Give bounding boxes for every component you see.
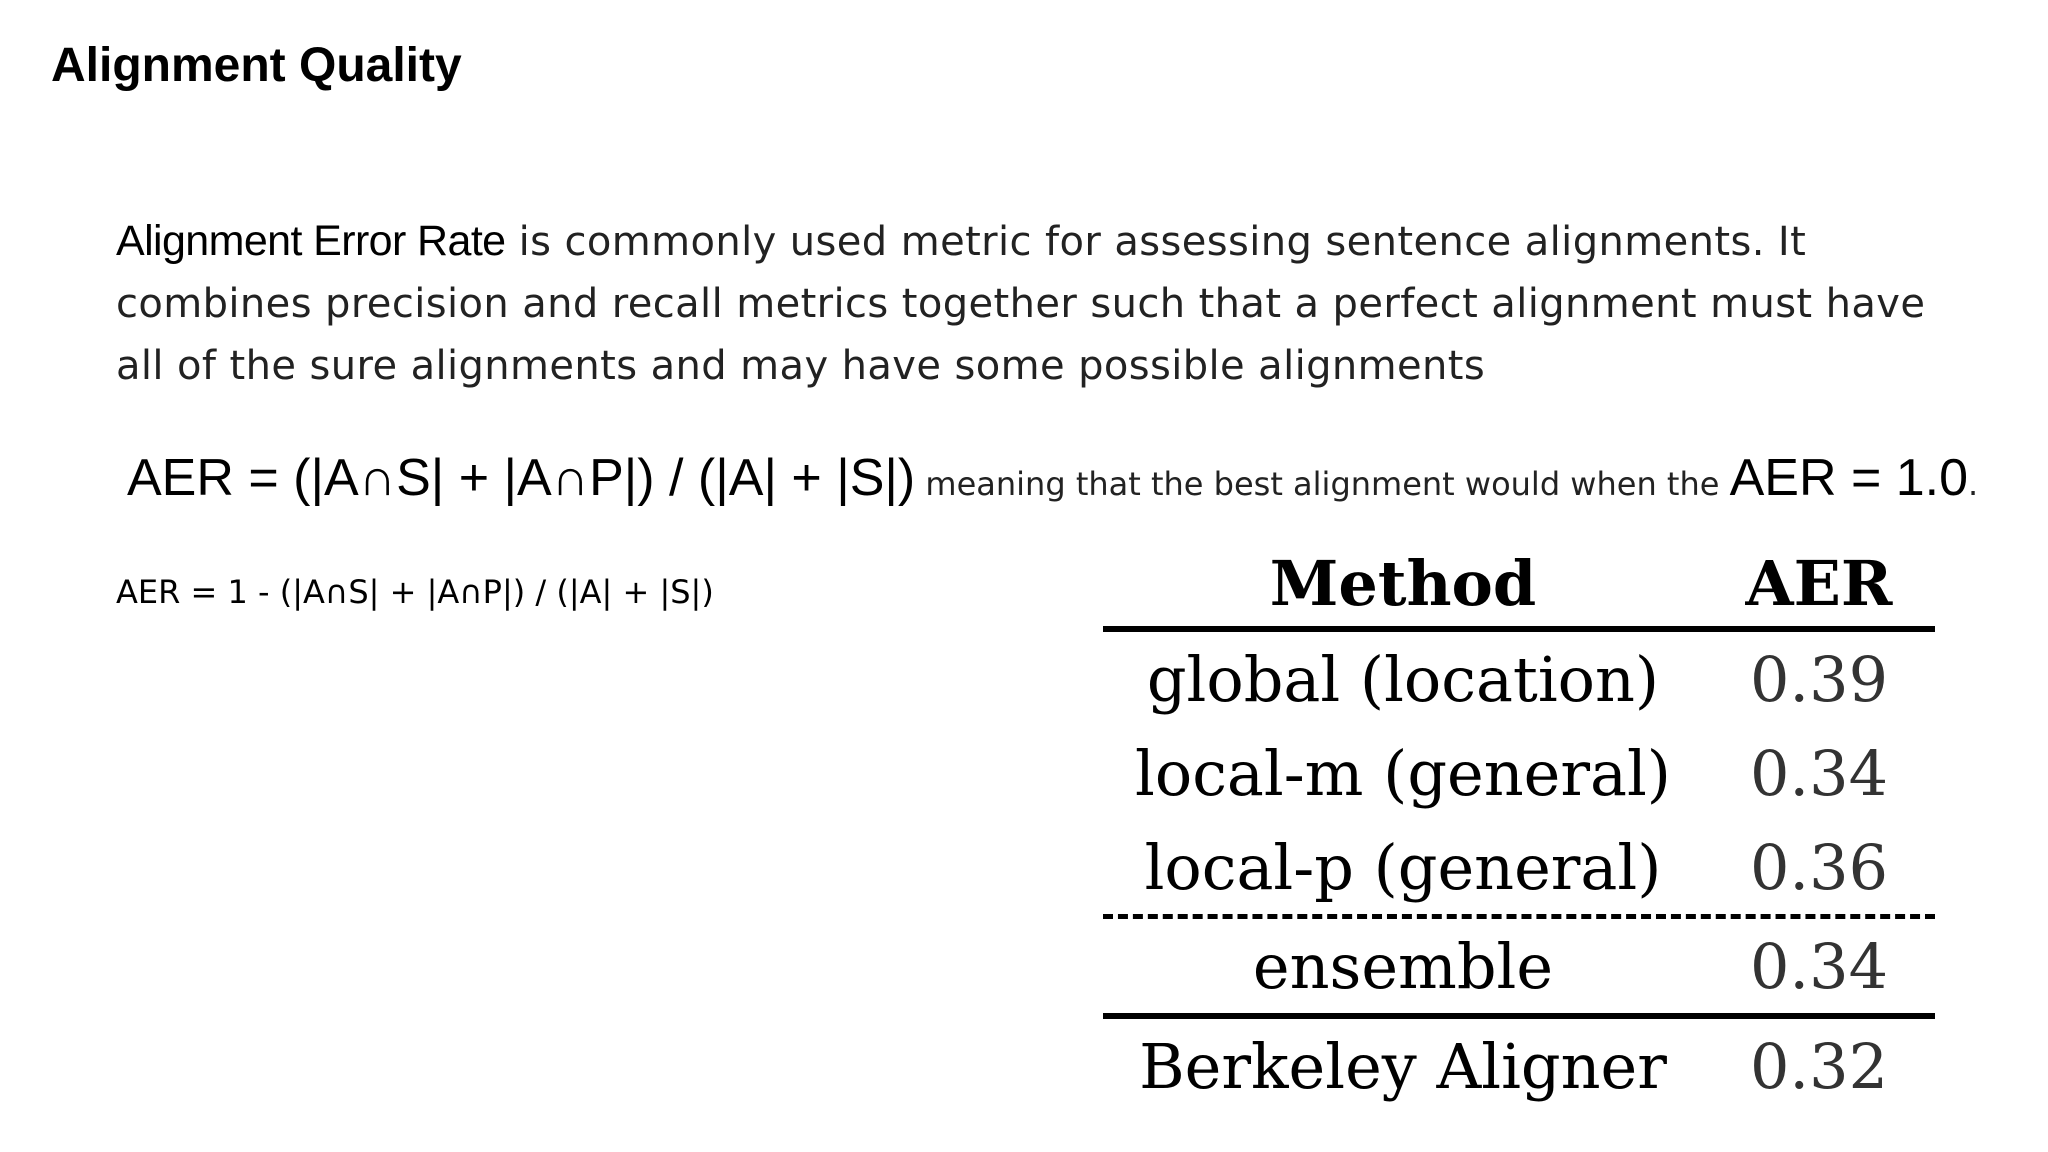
aer-best-value: AER = 1.0 [1729,449,1969,507]
intro-line-2: combines precision and recall metrics together such that a perfect alignment must have [116,281,1926,327]
aer-formula-line [127,448,1978,508]
aer-formula-alternative: AER = 1 - (|A∩S| + |A∩P|) / (|A| + |S|) [116,573,714,611]
method-cell: local-p (general) [1144,830,1662,904]
method-column-header: Method [1269,546,1537,620]
aer-formula: AER = (|A∩S| + |A∩P|) / (|A| + |S|) [127,449,916,507]
method-cell: global (location) [1146,642,1660,716]
aer-column-header: AER [1745,546,1893,620]
aer-period: . [1968,465,1979,503]
intro-line-1-text: is commonly used metric for assessing sentence alignments. It [505,219,1807,265]
intro-paragraph [116,210,2016,397]
method-cell: ensemble [1252,929,1554,1003]
slide-title: Alignment Quality [51,39,462,92]
aer-cell: 0.32 [1749,1029,1889,1103]
aer-cell: 0.34 [1749,929,1889,1003]
intro-line-1 [116,210,2016,273]
intro-line-3: all of the sure alignments and may have some possible alignments [116,343,1486,389]
method-cell: Berkeley Aligner [1139,1029,1667,1103]
aer-term: Alignment Error Rate [116,217,506,265]
results-table [1103,540,1935,1113]
table-row [1103,1019,1935,1113]
method-cell: local-m (general) [1135,736,1671,810]
results-table-header [1103,540,1935,626]
table-row [1103,632,1935,726]
aer-cell: 0.39 [1749,642,1889,716]
table-row [1103,919,1935,1013]
aer-cell: 0.36 [1749,830,1889,904]
aer-cell: 0.34 [1749,736,1889,810]
aer-meaning-text: meaning that the best alignment would when the [915,465,1730,503]
table-row [1103,820,1935,914]
table-row [1103,726,1935,820]
